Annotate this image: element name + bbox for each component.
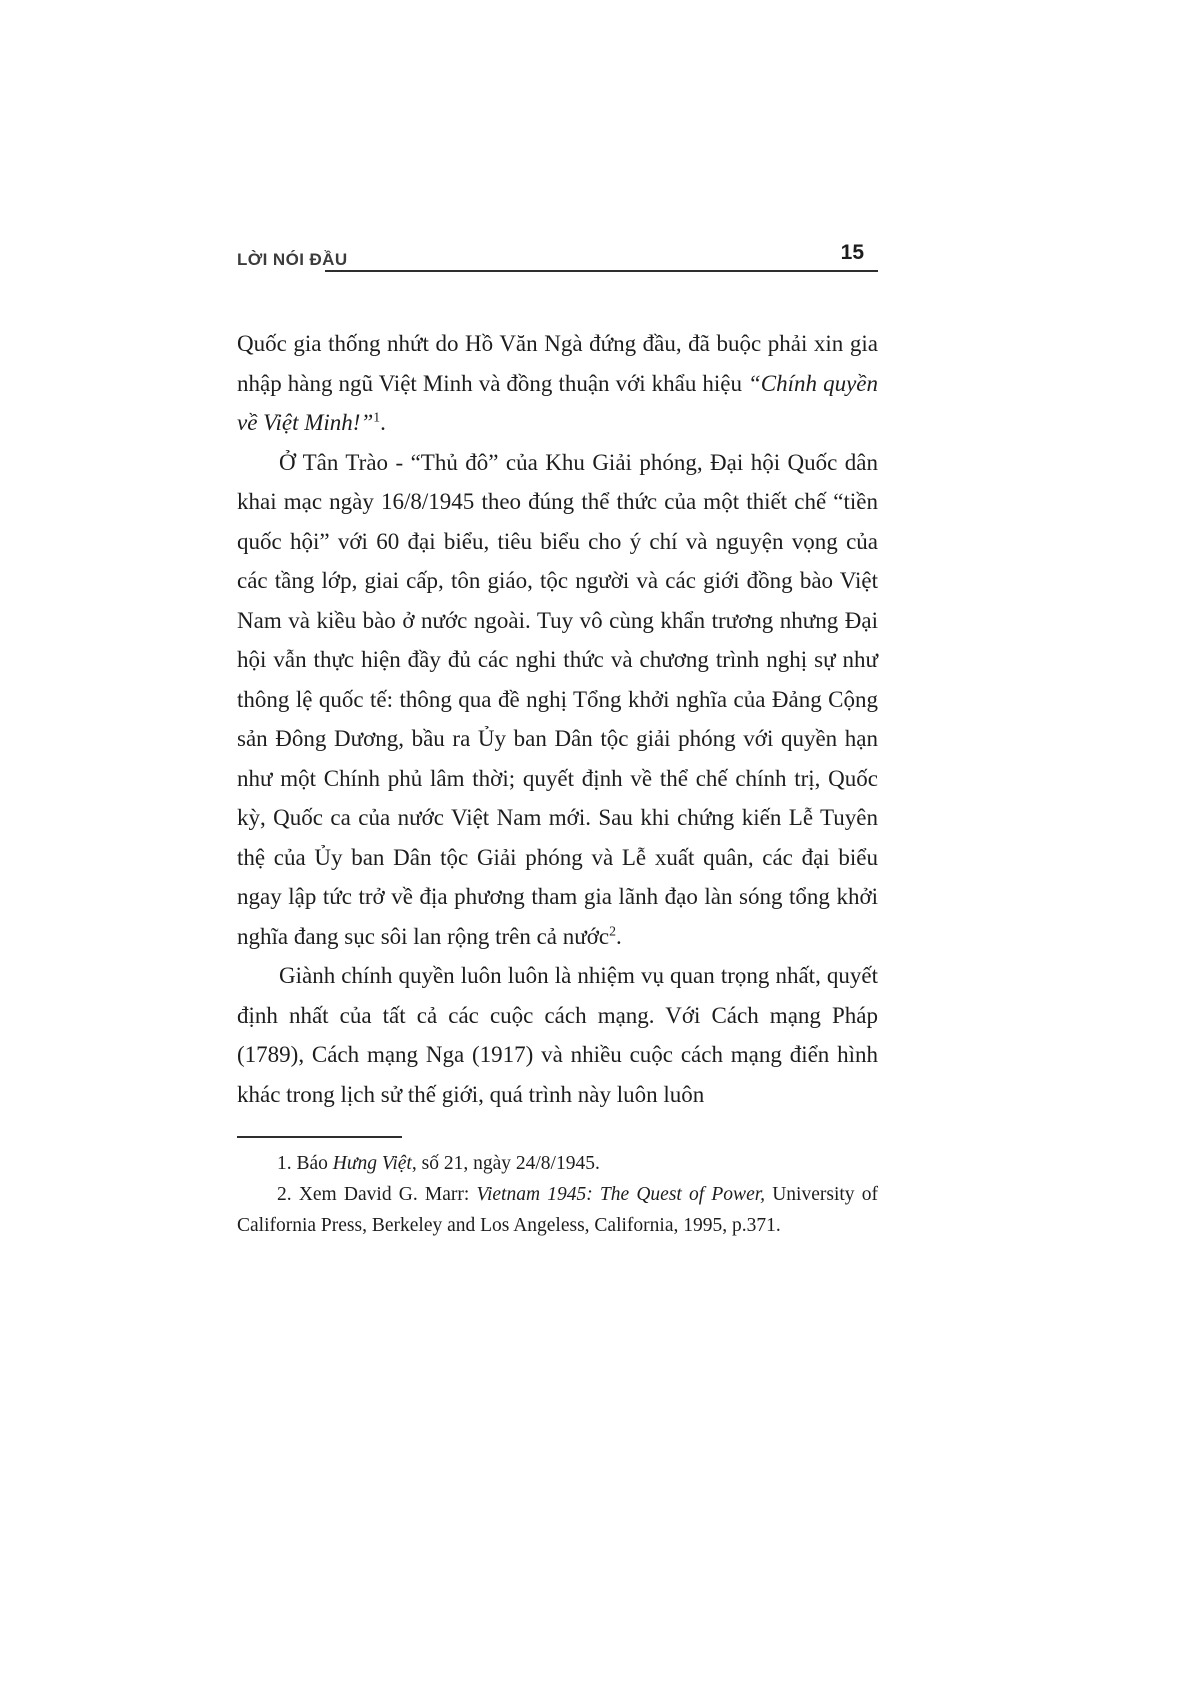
footnote-2-segment: University of California Press, Berkeley and Los Angeless, California, 1995, p.371. (237, 1184, 878, 1236)
paragraph-2-segment: Ở Tân Trào - “Thủ đô” của Khu Giải phóng, Đại hội Quốc dân khai mạc ngày 16/8/1945 theo đúng thể thức của một thiết chế “tiền quốc hội” với 60 đại biểu, tiêu biểu cho ý chí và nguyện vọng của các tầng lớp, giai cấp, tôn giáo, tộc người và các giới đồng bào Việt Nam và kiều bào ở nước ngoài. Tuy vô cùng khẩn trương nhưng Đại hội vẫn thực hiện đầy đủ các nghi thức và chương trình nghị sự như thông lệ quốc tế: thông qua đề nghị Tổng khởi nghĩa của Đảng Cộng sản Đông Dương, bầu ra Ủy ban Dân tộc giải phóng với quyền hạn như một Chính phủ lâm thời; quyết định về thể chế chính trị, Quốc kỳ, Quốc ca của nước Việt Nam mới. Sau khi chứng kiến Lễ Tuyên thệ của Ủy ban Dân tộc Giải phóng và Lễ xuất quân, các đại biểu ngay lập tức trở về địa phương tham gia lãnh đạo làn sóng tổng khởi nghĩa đang sục sôi lan rộng trên cả nước (237, 449, 878, 949)
running-header (237, 240, 878, 272)
body-text (237, 324, 878, 1114)
paragraph-2-segment: 2 (609, 922, 616, 938)
paragraph-2 (237, 443, 878, 957)
page-number: 15 (840, 241, 864, 264)
page-content (237, 240, 878, 1241)
paragraph-1 (237, 324, 878, 443)
footnote-1-segment: 1. Báo (277, 1153, 333, 1174)
paragraph-2-segment: . (615, 923, 622, 949)
paragraph-1-segment: . (380, 410, 386, 435)
footnotes (237, 1148, 878, 1241)
paragraph-1-segment: Quốc gia thống nhứt do Hồ Văn Ngà đứng đầu, đã buộc phải xin gia nhập hàng ngũ Việt Minh và đồng thuận với khẩu hiệu (237, 331, 878, 396)
header-rule (325, 270, 878, 272)
paragraph-1-segment: “Chính quyền về Việt Minh!” (237, 370, 878, 435)
footnote-2 (237, 1179, 878, 1241)
paragraph-3-segment: Giành chính quyền luôn luôn là nhiệm vụ quan trọng nhất, quyết định nhất của tất cả các cuộc cách mạng. Với Cách mạng Pháp (1789), Cách mạng Nga (1917) và nhiều cuộc cách mạng điển hình khác trong lịch sử thế giới, quá trình này luôn luôn (237, 963, 878, 1107)
footnote-2-segment: 2. Xem David G. Marr: (277, 1184, 477, 1205)
footnote-1-segment: Hưng Việt (332, 1153, 412, 1174)
footnote-1-segment: , số 21, ngày 24/8/1945. (411, 1153, 600, 1174)
footnote-1 (237, 1148, 878, 1179)
paragraph-3 (237, 956, 878, 1114)
footnote-separator (237, 1136, 402, 1138)
footnote-2-segment: Vietnam 1945: The Quest of Power, (476, 1184, 766, 1205)
running-header-title: LỜI NÓI ĐẦU (237, 250, 348, 269)
paragraph-1-segment: 1 (373, 409, 381, 425)
